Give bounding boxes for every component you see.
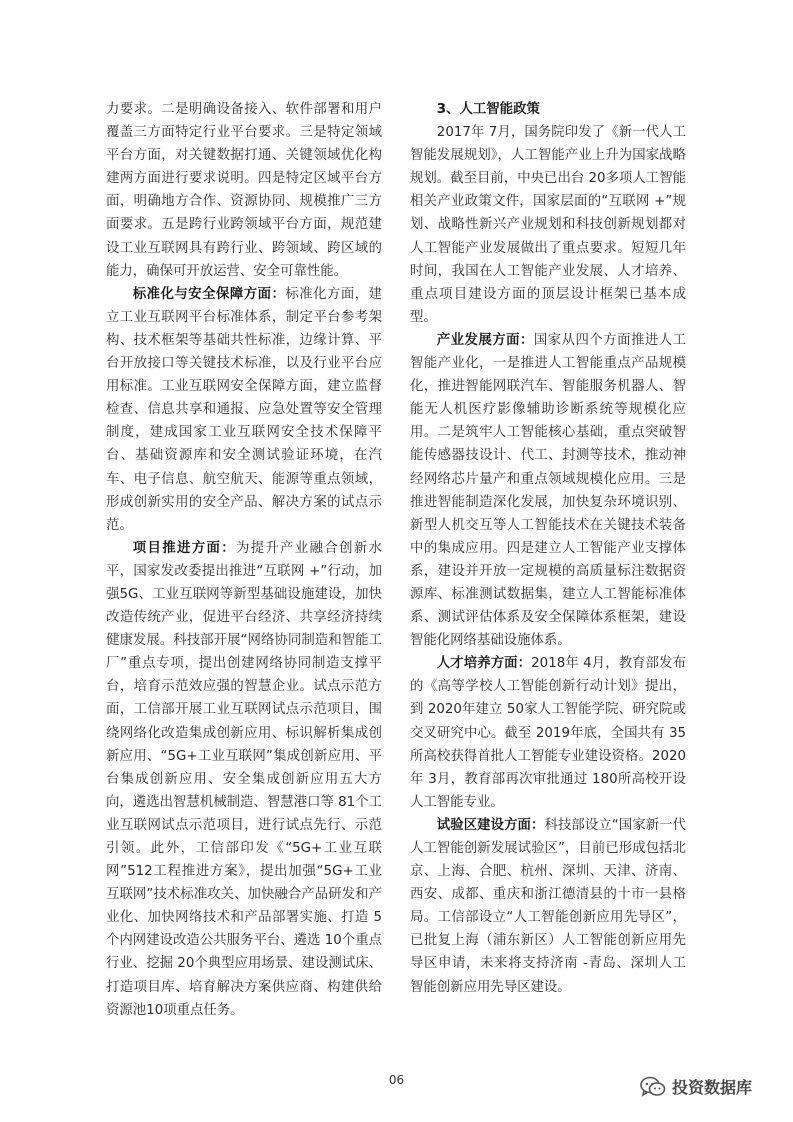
paragraph xyxy=(410,652,686,814)
paragraph-lead: 人才培养方面： xyxy=(436,656,532,672)
paragraph xyxy=(106,537,382,1022)
right-column xyxy=(410,98,686,999)
watermark xyxy=(640,1075,752,1098)
paragraph-body: 科技部设立“国家新一代人工智能创新发展试验区”，目前已形成包括北京、上海、合肥、杭州、深圳、天津、济南、西安、成都、重庆和浙江德清县的十市一县格局。工信部设立“人工智能创新应用先导区”，已批复上海（浦东新区）人工智能创新应用先导区申请，未来将支持济南 -青岛、深圳人工智能创新应用先导区建设。 xyxy=(410,817,687,995)
paragraph xyxy=(106,283,382,537)
paragraph-lead: 标准化与安全保障方面： xyxy=(132,286,286,302)
paragraph xyxy=(410,814,686,999)
watermark-text: 投资数据库 xyxy=(672,1078,753,1097)
paragraph-body: 为提升产业融合创新水平，国家发改委提出推进“互联网 +”行动，加强5G、工业互联网等新型基础设施建设，加快改造传统产业，促进平台经济、共享经济持续健康发展。科技部开展“网络协同制造和智能工厂”重点专项，提出创建网络协同制造支撑平台，培育示范效应强的智慧企业。试点示范方面，工信部开展工业互联网试点示范项目，围绕网络化改造集成创新应用、标识解析集成创新应用、“5G+工业互联网”集成创新应用、平台集成创新应用、安全集成创新应用五大方向，遴选出智慧机械制造、智慧港口等 81个工业互联网试点示范项目，进行试点先行、示范引领。此外，工信部印发《“5G+工业互联网”512工程推进方案》，提出加强“5G+工业互联网”技术标准攻关、加快融合产品研发和产业化、加快网络技术和产品部署实施、打造 5个内网建设改造公共服务平台、遴选 10个重点行业、挖掘 20个典型应用场景、建设测试床、打造项目库、培育解决方案供应商、构建供给资源池10项重点任务。 xyxy=(106,540,383,1018)
paragraph-body: 国家从四个方面推进人工智能产业化，一是推进人工智能重点产品规模化，推进智能网联汽车、智能服务机器人、智能无人机医疗影像辅助诊断系统等规模化应用。二是筑牢人工智能核心基础，重点突破智能传感器技设计、代工、封测等技术，推动神经网络芯片量产和重点领域规模化应用。三是推进智能制造深化发展，加快复杂环境识别、新型人机交互等人工智能技术在关键技术装备中的集成应用。四是建立人工智能产业支撑体系，建设并开放一定规模的高质量标注数据资源库、标准测试数据集，建立人工智能标准体系、测试评估体系及安全保障体系框架，建设智能化网络基础设施体系。 xyxy=(410,332,687,649)
paragraph-body: 2018年 4月，教育部发布的《高等学校人工智能创新行动计划》提出，到 2020年建立 50家人工智能学院、研究院或交叉研究中心。截至 2019年底，全国共有 35所高校获得首批人工智能专业建设资格。2020年 3月，教育部再次审批通过 180所高校开设人工智能专业。 xyxy=(410,656,687,810)
paragraph-lead: 产业发展方面： xyxy=(436,332,534,348)
paragraph xyxy=(410,329,686,652)
wechat-icon xyxy=(640,1076,666,1098)
paragraph-body: 标准化方面，建立工业互联网平台标准体系，制定平台参考架构、技术框架等基础共性标准，边缘计算、平台开放接口等关键技术标准，以及行业平台应用标准。工业互联网安全保障方面，建立监督检查、信息共享和通报、应急处置等安全管理制度，建成国家工业互联网安全技术保障平台、基础资源库和安全测试验证环境，在汽车、电子信息、航空航天、能源等重点领域，形成创新实用的安全产品、解决方案的试点示范。 xyxy=(106,286,383,533)
section-heading: 3、人工智能政策 xyxy=(436,102,540,117)
paragraph: 力要求。二是明确设备接入、软件部署和用户覆盖三方面特定行业平台要求。三是特定领域平台方面，对关键数据打通、关键领域优化构建两方面进行要求说明。四是特定区域平台方面，明确地方合作、资源协同、规模推广三方面要求。五是跨行业跨领域平台方面，规范建设工业互联网具有跨行业、跨领域、跨区域的能力，确保可开放运营、安全可靠性能。 xyxy=(106,102,382,279)
paragraph: 2017年 7月，国务院印发了《新一代人工智能发展规划》，人工智能产业上升为国家战略规划。截至目前，中央已出台 20多项人工智能相关产业政策文件，国家层面的“互联网 +”规划、战略性新兴产业规划和科技创新规划都对人工智能产业发展做出了重点要求。短短几年时间，我国在人工智能产业发展、人才培养、重点项目建设方面的顶层设计框架已基本成型。 xyxy=(410,125,686,325)
page-number: 06 xyxy=(388,1073,405,1087)
paragraph-lead: 项目推进方面： xyxy=(132,540,236,556)
left-column xyxy=(106,98,382,1022)
paragraph-lead: 试验区建设方面： xyxy=(436,817,545,833)
